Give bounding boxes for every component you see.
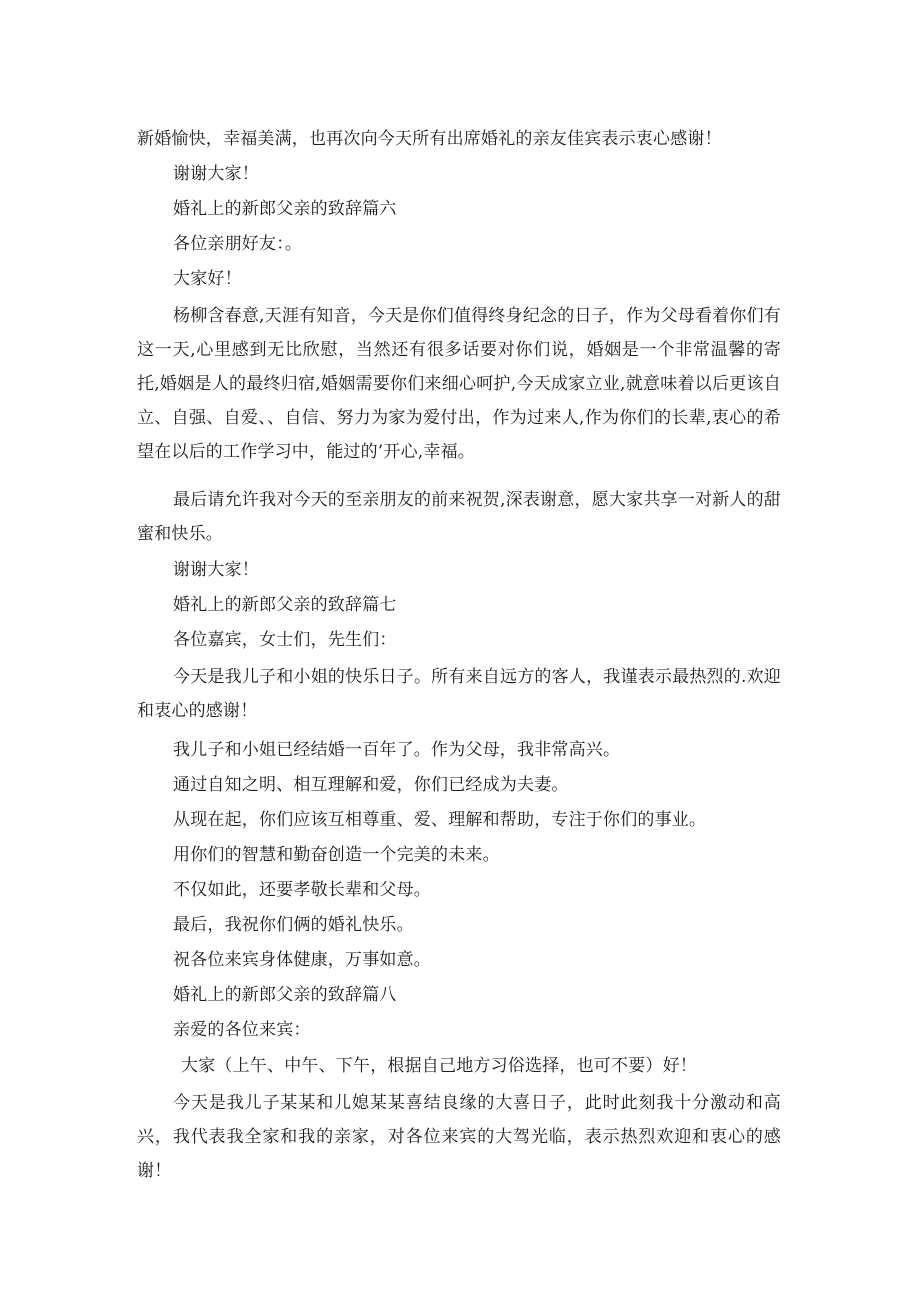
paragraph-welcome: 今天是我儿子某某和儿媳某某喜结良缘的大喜日子，此时此刻我十分激动和高兴，我代表我全家和我的亲家，对各位来宾的大驾光临，表示热烈欢迎和衷心的感谢！ [137, 1093, 781, 1181]
paragraph-salutation: 各位亲朋好友：。 [173, 234, 303, 254]
paragraph-greeting: 大家（上午、中午、下午，根据自己地方习俗选择，也可不要）好！ [181, 1056, 697, 1076]
paragraph-thanks: 谢谢大家！ [173, 164, 259, 184]
paragraph-line: 用你们的智慧和勤奋创造一个完美的未来。 [173, 845, 500, 865]
paragraph-speech-body: 杨柳含春意,天涯有知音，今天是你们值得终身纪念的日子，作为父母看着你们有这一天,心里感到无比欣慰，当然还有很多话要对你们说，婚姻是一个非常温馨的寄托,婚姻是人的最终归宿,婚姻需要你们来细心呵护,今天成家立业,就意味着以后更该自立、自强、自爱、、自信、努力为家为爱付出，作为过来人,作为你们的长辈,衷心的希望在以后的工作学习中，能过的’开心,幸福。 [137, 306, 781, 462]
paragraph-closing-wishes: 新婚愉快，幸福美满，也再次向今天所有出席婚礼的亲友佳宾表示衷心感谢！ [137, 129, 722, 149]
paragraph-salutation: 各位嘉宾，女士们，先生们： [173, 630, 397, 650]
paragraph-thanks: 谢谢大家！ [173, 560, 259, 580]
section-heading-7: 婚礼上的新郎父亲的致辞篇七 [173, 595, 397, 615]
paragraph-line: 不仅如此，还要孝敬长辈和父母。 [173, 880, 431, 900]
section-heading-6: 婚礼上的新郎父亲的致辞篇六 [173, 199, 397, 219]
paragraph-line: 通过自知之明、相互理解和爱，你们已经成为夫妻。 [173, 775, 569, 795]
paragraph-line: 祝各位来宾身体健康，万事如意。 [173, 950, 431, 970]
paragraph-line: 我儿子和小姐已经结婚一百年了。作为父母，我非常高兴。 [173, 740, 621, 760]
section-heading-8: 婚礼上的新郎父亲的致辞篇八 [173, 985, 397, 1005]
paragraph-closing-thanks: 最后请允许我对今天的至亲朋友的前来祝贺,深表谢意，愿大家共享一对新人的甜蜜和快乐。 [137, 490, 781, 544]
paragraph-greeting: 大家好！ [173, 269, 242, 289]
paragraph-line: 最后，我祝你们俩的婚礼快乐。 [173, 915, 414, 935]
paragraph-line: 从现在起，你们应该互相尊重、爱、理解和帮助，专注于你们的事业。 [173, 810, 707, 830]
paragraph-welcome: 今天是我儿子和小姐的快乐日子。所有来自远方的客人，我谨表示最热烈的.欢迎和衷心的感谢！ [137, 667, 781, 721]
paragraph-salutation: 亲爱的各位来宾： [173, 1020, 311, 1040]
